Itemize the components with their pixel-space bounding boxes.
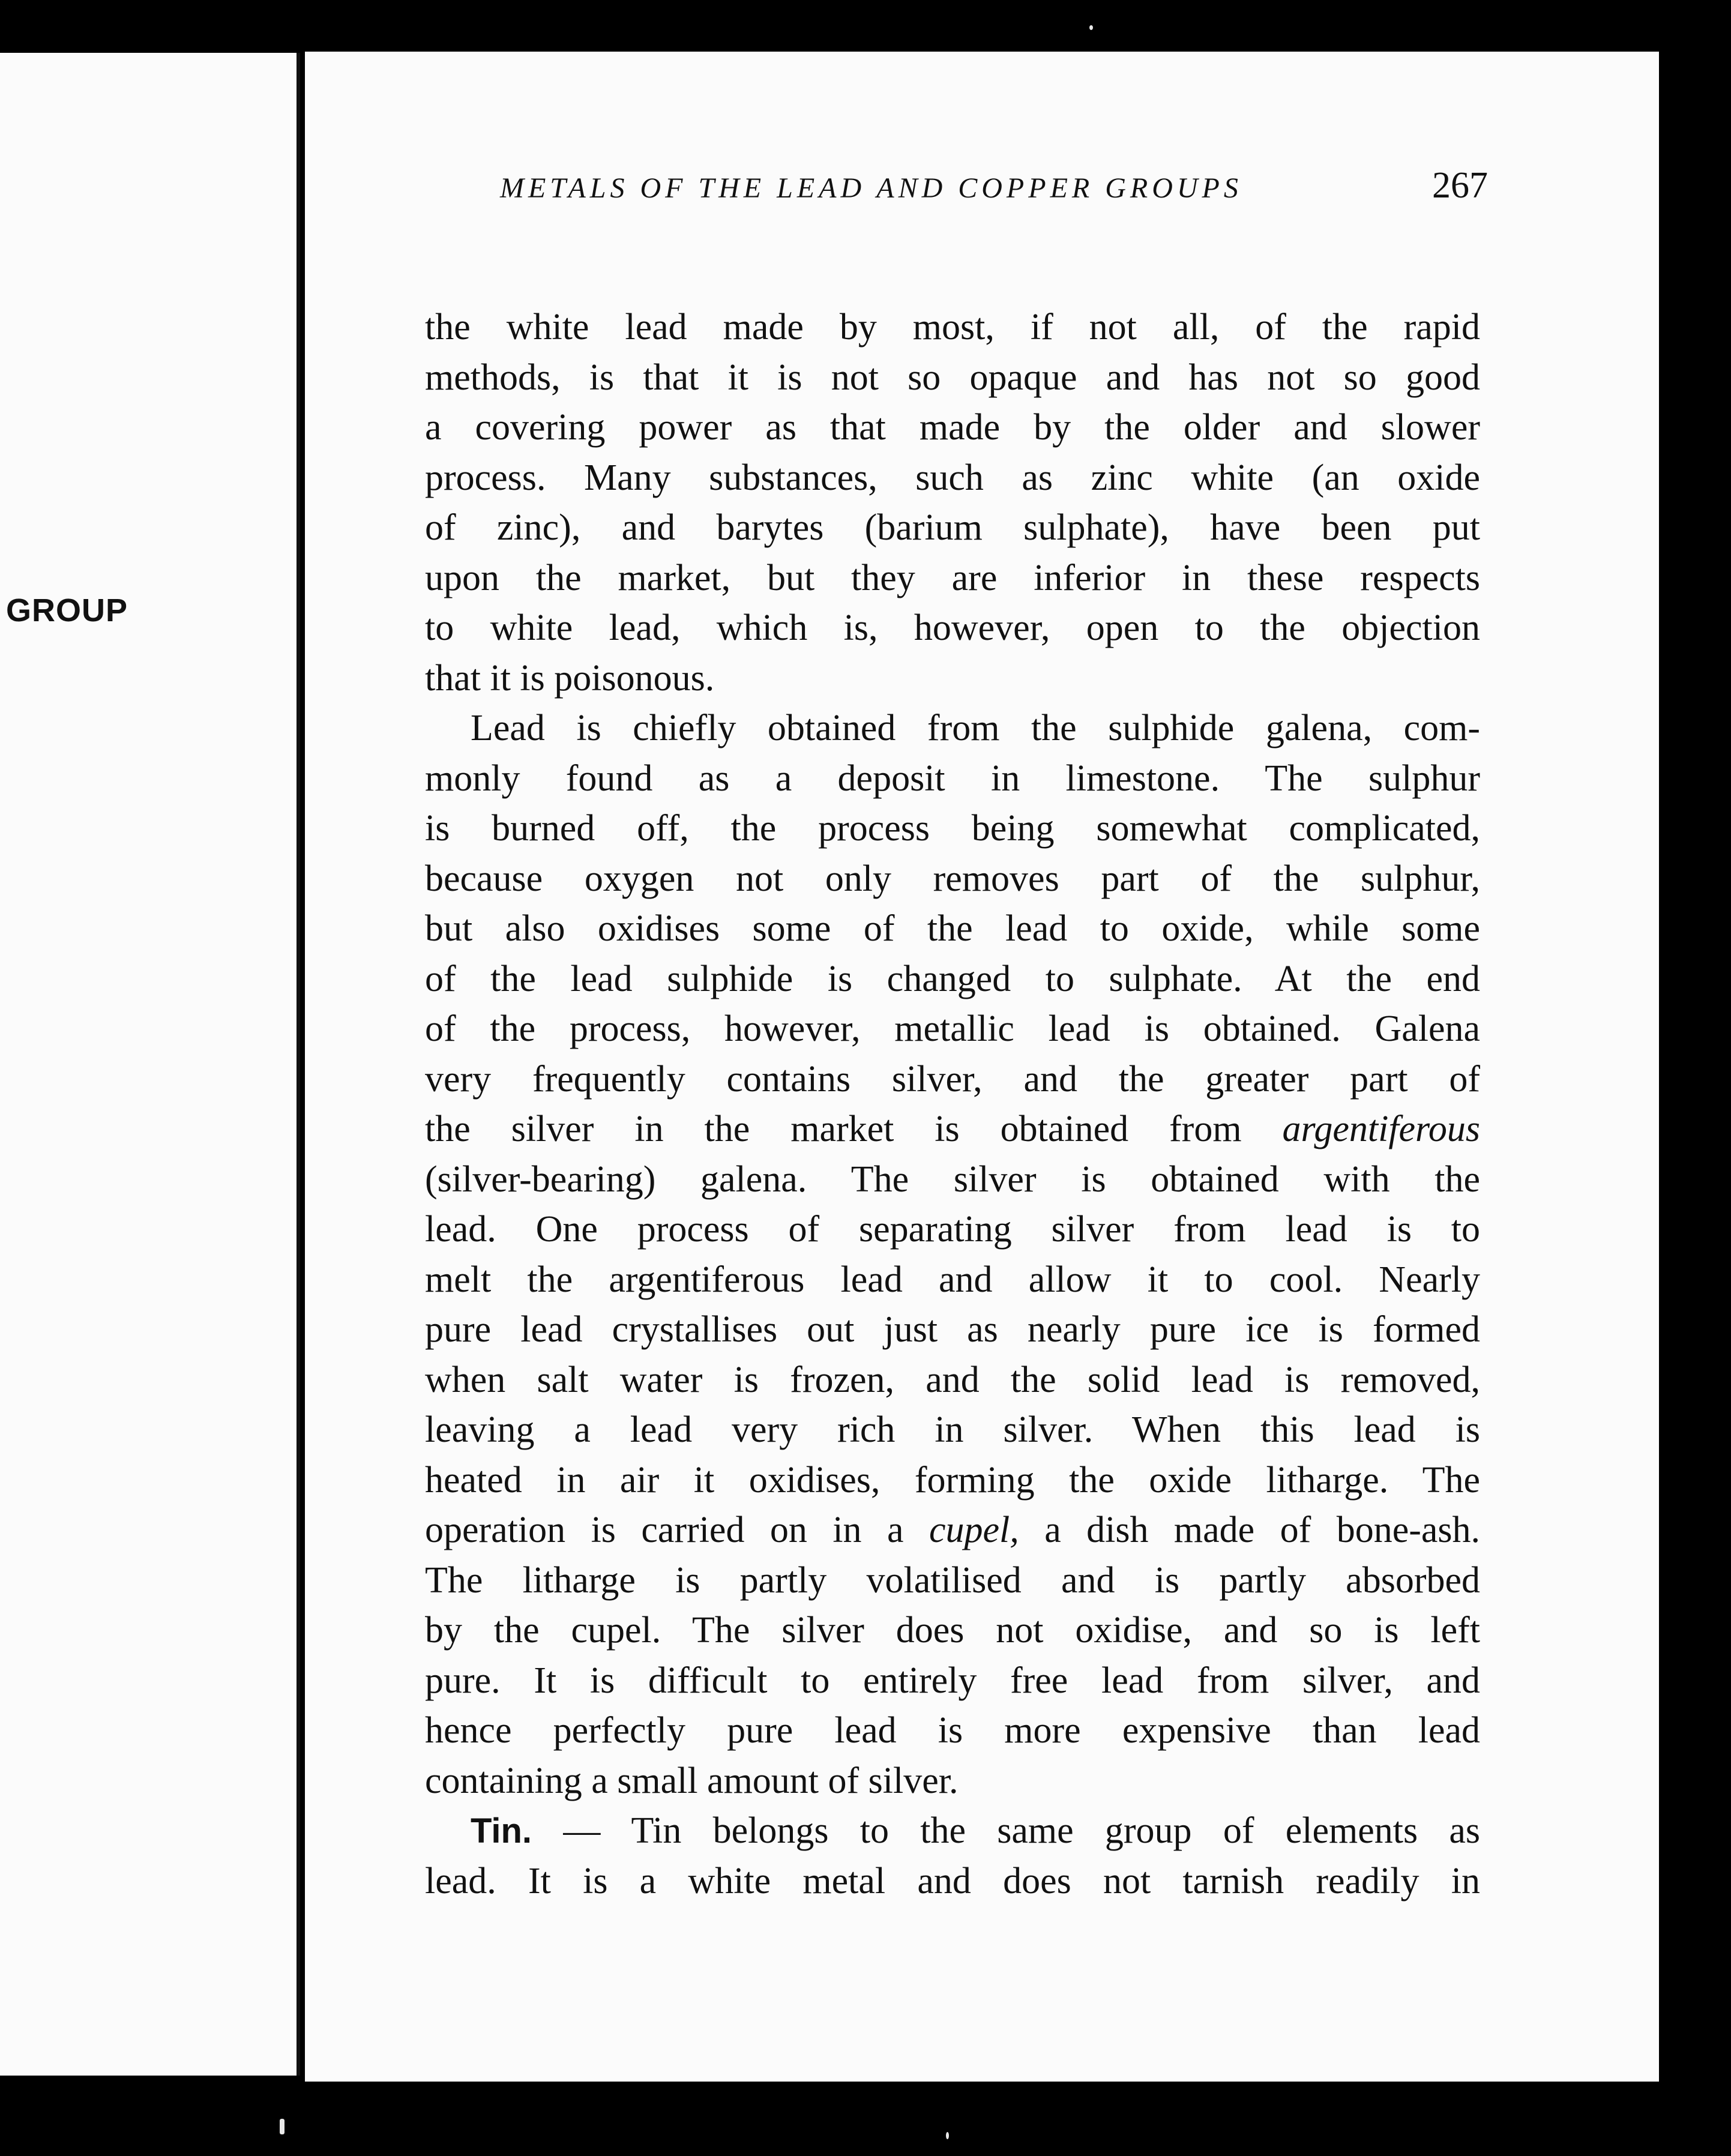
text-line: monly found as a deposit in limestone. The sulphur [425, 757, 1480, 799]
text-line [425, 1505, 1480, 1556]
left-page-fragment [0, 53, 300, 2076]
text-line: is burned off, the process being somewhat complicated, [425, 808, 1480, 849]
text-line: very frequently contains silver, and the greater part of [425, 1058, 1480, 1100]
text-line: upon the market, but they are inferior in these respects [425, 557, 1480, 598]
text-line: of the lead sulphide is changed to sulphate. At the end [425, 958, 1480, 999]
text-run: — Tin belongs to the same group of elements as [563, 1810, 1480, 1851]
text-line: when salt water is frozen, and the solid lead is removed, [425, 1359, 1480, 1400]
running-title: METALS OF THE LEAD AND COPPER GROUPS [500, 172, 1242, 204]
text-line: that it is poisonous. [425, 657, 715, 699]
italic-term: argentiferous [1282, 1109, 1481, 1149]
text-line: methods, is that it is not so opaque and has not so good [425, 357, 1480, 398]
italic-term: cupel, [929, 1510, 1019, 1550]
text-line: a covering power as that made by the older and slower [425, 407, 1480, 448]
page-number: 267 [1432, 165, 1488, 206]
text-line: by the cupel. The silver does not oxidise, and so is left [425, 1610, 1480, 1651]
text-line: pure lead crystallises out just as nearly pure ice is formed [425, 1309, 1480, 1350]
text-line [425, 1806, 1480, 1856]
scan-speck [280, 2119, 284, 2134]
right-page [305, 52, 1659, 2082]
text-run: operation is carried on in a [425, 1510, 904, 1550]
text-line: leaving a lead very rich in silver. When this lead is [425, 1409, 1480, 1450]
section-run-in-heading: Tin. [471, 1811, 532, 1850]
paragraph-tin [425, 1806, 1480, 1906]
text-line: Lead is chiefly obtained from the sulphide galena, com- [471, 708, 1480, 748]
paragraph-lead-production [425, 703, 1480, 1806]
text-run: a dish made of bone-ash. [1044, 1510, 1481, 1550]
text-line: the white lead made by most, if not all, of the rapid [425, 307, 1480, 348]
text-line: containing a small amount of silver. [425, 1760, 959, 1801]
text-line: process. Many substances, such as zinc white (an oxide [425, 457, 1480, 498]
left-page-text [0, 744, 172, 1871]
scan-speck [946, 2132, 949, 2139]
text-line: lead. It is a white metal and does not tarnish readily in [425, 1860, 1480, 1902]
text-line: of the process, however, metallic lead is obtained. Galena [425, 1008, 1480, 1049]
text-line: pure. It is difficult to entirely free lead from silver, and [425, 1660, 1480, 1701]
text-line: (silver-bearing) galena. The silver is obtained with the [425, 1158, 1480, 1200]
body-text [425, 303, 1480, 1906]
text-line: but also oxidises some of the lead to oxide, while some [425, 908, 1480, 949]
paragraph-continued [425, 303, 1480, 703]
text-line: The litharge is partly volatilised and is partly absorbed [425, 1559, 1480, 1601]
text-line: lead. One process of separating silver from lead is to [425, 1209, 1480, 1250]
text-line: heated in air it oxidises, forming the oxide litharge. The [425, 1459, 1480, 1501]
text-line [425, 1104, 1480, 1155]
scan-speck [1089, 25, 1093, 30]
text-line: hence perfectly pure lead is more expensive than lead [425, 1710, 1480, 1751]
text-run: the silver in the market is obtained from [425, 1109, 1242, 1149]
left-running-head: GROUP [6, 592, 128, 628]
text-line: because oxygen not only removes part of the sulphur, [425, 858, 1480, 899]
text-line: of zinc), and barytes (barium sulphate), have been put [425, 507, 1480, 548]
running-head [500, 164, 1488, 207]
text-line: to white lead, which is, however, open to the objection [425, 607, 1480, 648]
text-line: melt the argentiferous lead and allow it to cool. Nearly [425, 1259, 1480, 1300]
